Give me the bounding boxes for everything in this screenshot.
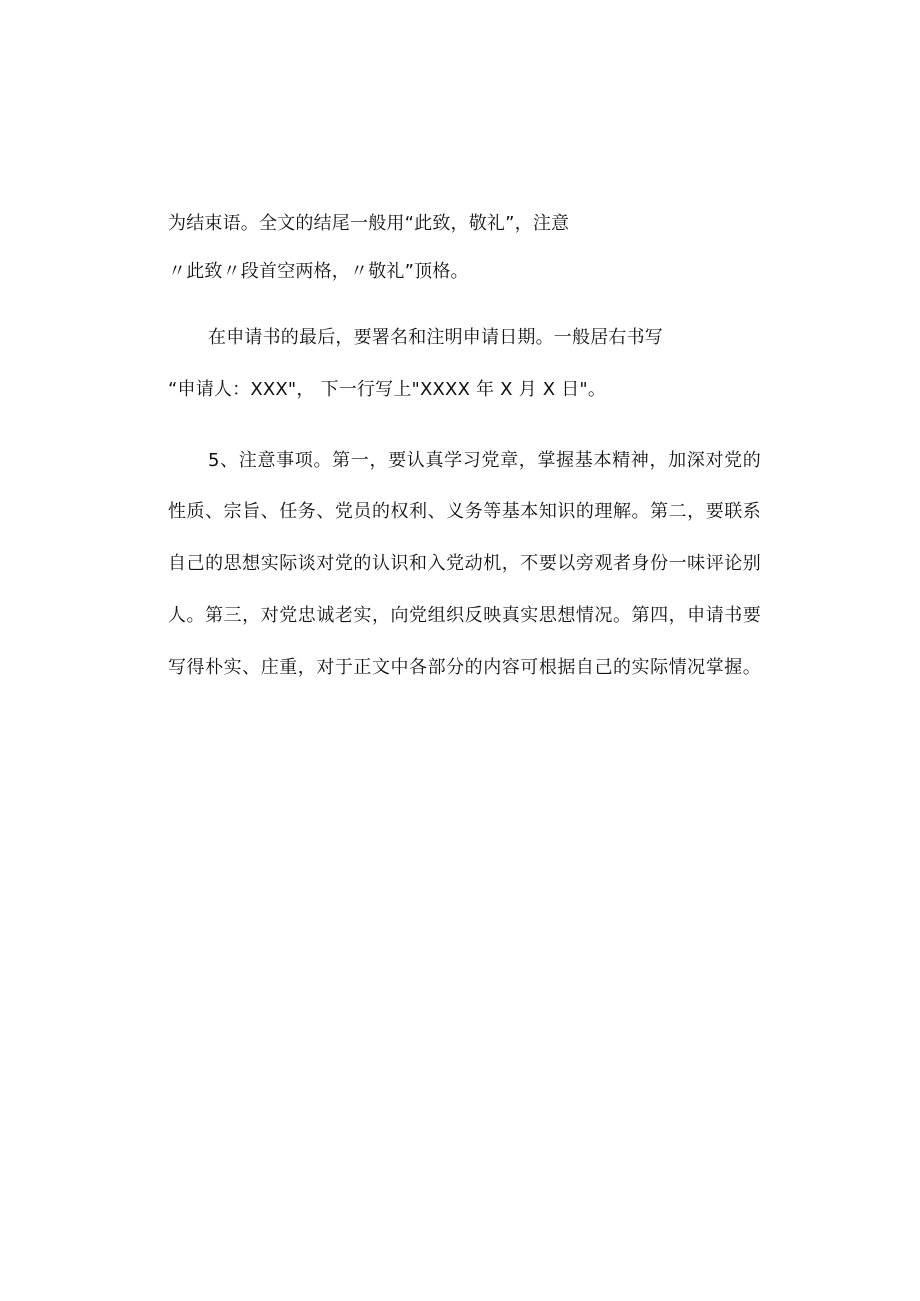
paragraph-2-line-2: “申请人：XXX"， 下一行写上"XXXX 年 X 月 X 日"。 xyxy=(168,379,607,400)
paragraph-3-line-1: 5、注意事项。第一，要认真学习党章，掌握基本精神，加深对党的 xyxy=(208,450,761,471)
paragraph-1-line-1: 为结束语。全文的结尾一般用“此致，敬礼”，注意 xyxy=(168,213,570,234)
paragraph-1-line-2: 〃此致〃段首空两格，〃敬礼”顶格。 xyxy=(168,261,469,282)
paragraph-3-line-2: 性质、宗旨、任务、党员的权利、义务等基本知识的理解。第二，要联系 xyxy=(168,501,761,522)
paragraph-3-line-4: 人。第三，对党忠诚老实，向党组织反映真实思想情况。第四，申请书要 xyxy=(168,605,761,626)
paragraph-2-line-1: 在申请书的最后，要署名和注明申请日期。一般居右书写 xyxy=(208,327,663,348)
paragraph-3-line-3: 自己的思想实际谈对党的认识和入党动机，不要以旁观者身份一味评论别 xyxy=(168,553,761,574)
paragraph-3-line-5: 写得朴实、庄重，对于正文中各部分的内容可根据自己的实际情况掌握。 xyxy=(168,657,761,678)
